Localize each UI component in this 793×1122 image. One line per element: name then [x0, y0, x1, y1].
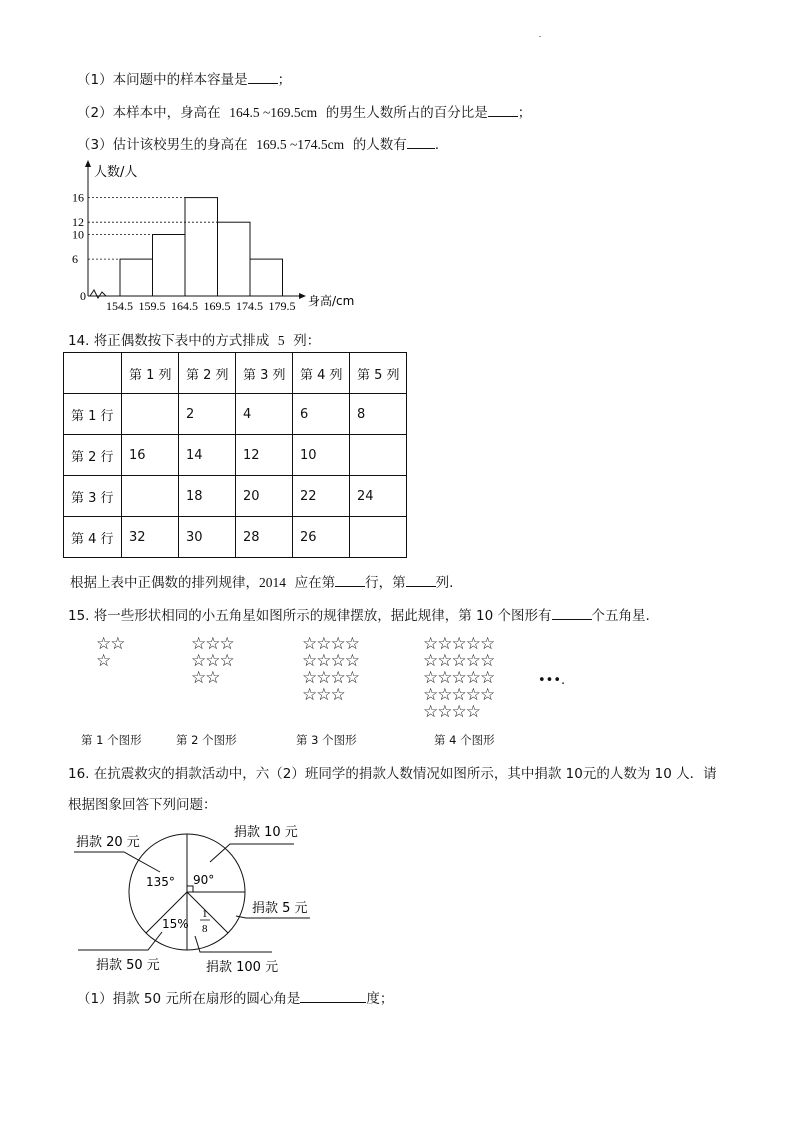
x-tick-label: 169.5: [203, 299, 231, 313]
answer-blank[interactable]: [300, 990, 366, 1003]
answer-blank[interactable]: [248, 71, 278, 84]
leader-50: [78, 932, 162, 950]
q16-sub1-b: 度；: [366, 991, 394, 1007]
label-donate-5: 捐款 5 元: [252, 901, 308, 916]
q13-sub2-range: 164.5 ~169.5cm: [229, 105, 318, 120]
q13-sub3-after: 的人数有: [352, 137, 407, 153]
table-header-cell: 第 4 列: [293, 353, 350, 394]
table-cell: 8: [350, 394, 407, 435]
angle-90: 90°: [193, 873, 215, 887]
y-tick-label: 12: [72, 215, 84, 230]
fraction-denominator: 8: [202, 923, 208, 935]
y-tick-label: 16: [72, 190, 84, 205]
q13-sub2-text: （2）本样本中，身高在: [77, 105, 221, 121]
table-cell: 14: [179, 435, 236, 476]
even-number-table: [63, 352, 407, 558]
q15-title-a: 15. 将一些形状相同的小五角星如图所示的规律摆放，据此规律，第 10 个图形有: [68, 608, 552, 624]
answer-blank[interactable]: [406, 574, 436, 587]
figure-label-2: 第 2 个图形: [176, 733, 237, 747]
q13-sub1: [77, 68, 291, 88]
figure-label-1: 第 1 个图形: [81, 733, 142, 747]
x-tick-label: 154.5: [106, 299, 133, 313]
q14-title-num: 5: [277, 333, 285, 348]
q13-sub3-end: .: [434, 137, 439, 153]
label-donate-50: 捐款 50 元: [96, 958, 160, 973]
table-row: [64, 476, 407, 517]
q16-line2: 根据图象回答下列问题：: [68, 797, 217, 813]
table-cell: 20: [236, 476, 293, 517]
y-axis-label: 人数/人: [94, 165, 138, 180]
page-dot: [539, 36, 541, 37]
q15-title-b: 个五角星.: [591, 608, 650, 624]
table-cell: 30: [179, 517, 236, 558]
x-tick-label: 179.5: [268, 299, 296, 313]
table-cell: [122, 394, 179, 435]
table-header-cell: 第 5 列: [350, 353, 407, 394]
q13-sub2-after: 的男生人数所占的百分比是: [325, 105, 488, 121]
figure-label-4: 第 4 个图形: [434, 733, 495, 747]
leader-100: [195, 936, 272, 952]
fraction-numerator: 1: [202, 908, 208, 920]
x-tick-label: 164.5: [171, 299, 198, 313]
table-cell: 第 1 行: [64, 394, 122, 435]
answer-blank[interactable]: [407, 136, 435, 149]
histogram-bar: [218, 222, 251, 296]
table-header-cell: 第 3 列: [236, 353, 293, 394]
histogram-bar: [153, 235, 186, 297]
table-header-cell: 第 2 列: [179, 353, 236, 394]
table-cell: [350, 517, 407, 558]
q13-sub2: [77, 101, 531, 121]
q14-question-c: 行，第: [365, 575, 406, 591]
histogram-bar: [120, 259, 153, 296]
q13-sub1-end: ；: [277, 72, 292, 88]
answer-blank[interactable]: [552, 607, 592, 620]
q14-question-a: 根据上表中正偶数的排列规律，: [70, 575, 259, 591]
donation-pie-chart: [60, 816, 340, 980]
q16-sub1: [77, 987, 393, 1007]
table-cell: 16: [122, 435, 179, 476]
q14-title-text: 14. 将正偶数按下表中的方式排成: [68, 333, 270, 349]
table-cell: 28: [236, 517, 293, 558]
q13-sub2-end: ；: [517, 105, 532, 121]
table-cell: 12: [236, 435, 293, 476]
ellipsis: •••.: [538, 673, 566, 688]
histogram-bar: [185, 198, 218, 296]
star-figure-2: ☆☆☆ ☆☆☆ ☆☆: [191, 634, 234, 688]
label-donate-10: 捐款 10 元: [234, 825, 298, 840]
answer-blank[interactable]: [335, 574, 365, 587]
table-cell: 26: [293, 517, 350, 558]
table-row: [64, 435, 407, 476]
table-header-cell: 第 1 列: [122, 353, 179, 394]
axis-break: [90, 290, 106, 298]
y-tick-label: 10: [72, 227, 84, 242]
leader-5: [236, 916, 310, 918]
histogram-bar: [250, 259, 283, 296]
label-donate-100: 捐款 100 元: [206, 960, 279, 975]
table-cell: 第 3 行: [64, 476, 122, 517]
label-donate-20: 捐款 20 元: [76, 835, 140, 850]
pct-15: 15%: [162, 917, 189, 931]
origin-label: 0: [80, 289, 86, 303]
table-header-row: [64, 353, 407, 394]
angle-135: 135°: [146, 875, 175, 889]
figure-label-3: 第 3 个图形: [296, 733, 357, 747]
star-figure-4: ☆☆☆☆☆ ☆☆☆☆☆ ☆☆☆☆☆ ☆☆☆☆☆ ☆☆☆☆: [423, 634, 495, 722]
table-cell: 24: [350, 476, 407, 517]
q13-sub1-text: （1）本问题中的样本容量是: [77, 72, 248, 88]
q14-question-d: 列.: [435, 575, 454, 591]
q16-sub1-a: （1）捐款 50 元所在扇形的圆心角是: [77, 991, 301, 1007]
answer-blank[interactable]: [488, 104, 518, 117]
star-figure-1: ☆☆ ☆: [96, 634, 125, 671]
q14-title-end: 列：: [293, 333, 321, 349]
q13-sub3-text: （3）估计该校男生的身高在: [77, 137, 248, 153]
q14-question-num: 2014: [259, 575, 286, 590]
y-tick-label: 6: [72, 252, 78, 267]
table-cell: 4: [236, 394, 293, 435]
table-header-cell: [64, 353, 122, 394]
table-row: [64, 394, 407, 435]
x-axis-arrow: [299, 293, 306, 299]
x-tick-label: 159.5: [138, 299, 166, 313]
table-cell: [122, 476, 179, 517]
q14-title: [68, 329, 320, 349]
height-histogram: [70, 158, 370, 318]
table-cell: 第 2 行: [64, 435, 122, 476]
table-cell: 第 4 行: [64, 517, 122, 558]
table-cell: 32: [122, 517, 179, 558]
q13-sub3-range: 169.5 ~174.5cm: [256, 137, 345, 152]
table-cell: [350, 435, 407, 476]
q14-question: [70, 571, 453, 591]
leader-20: [74, 852, 160, 872]
star-figure-3: ☆☆☆☆ ☆☆☆☆ ☆☆☆☆ ☆☆☆: [302, 634, 359, 705]
pie-radius-lower-right: [187, 892, 228, 933]
table-cell: 22: [293, 476, 350, 517]
y-axis-arrow: [85, 160, 91, 167]
q15-title: [68, 604, 650, 624]
table-cell: 2: [179, 394, 236, 435]
table-cell: 18: [179, 476, 236, 517]
table-cell: 6: [293, 394, 350, 435]
q14-question-b: 应在第: [294, 575, 336, 591]
x-tick-label: 174.5: [236, 299, 263, 313]
q13-sub3: [77, 133, 439, 153]
x-axis-label: 身高/cm: [308, 294, 355, 308]
q16-line1: 16. 在抗震救灾的捐款活动中，六（2）班同学的捐款人数情况如图所示，其中捐款 10元的人数为 10 人．请: [68, 766, 717, 782]
table-cell: 10: [293, 435, 350, 476]
table-row: [64, 517, 407, 558]
